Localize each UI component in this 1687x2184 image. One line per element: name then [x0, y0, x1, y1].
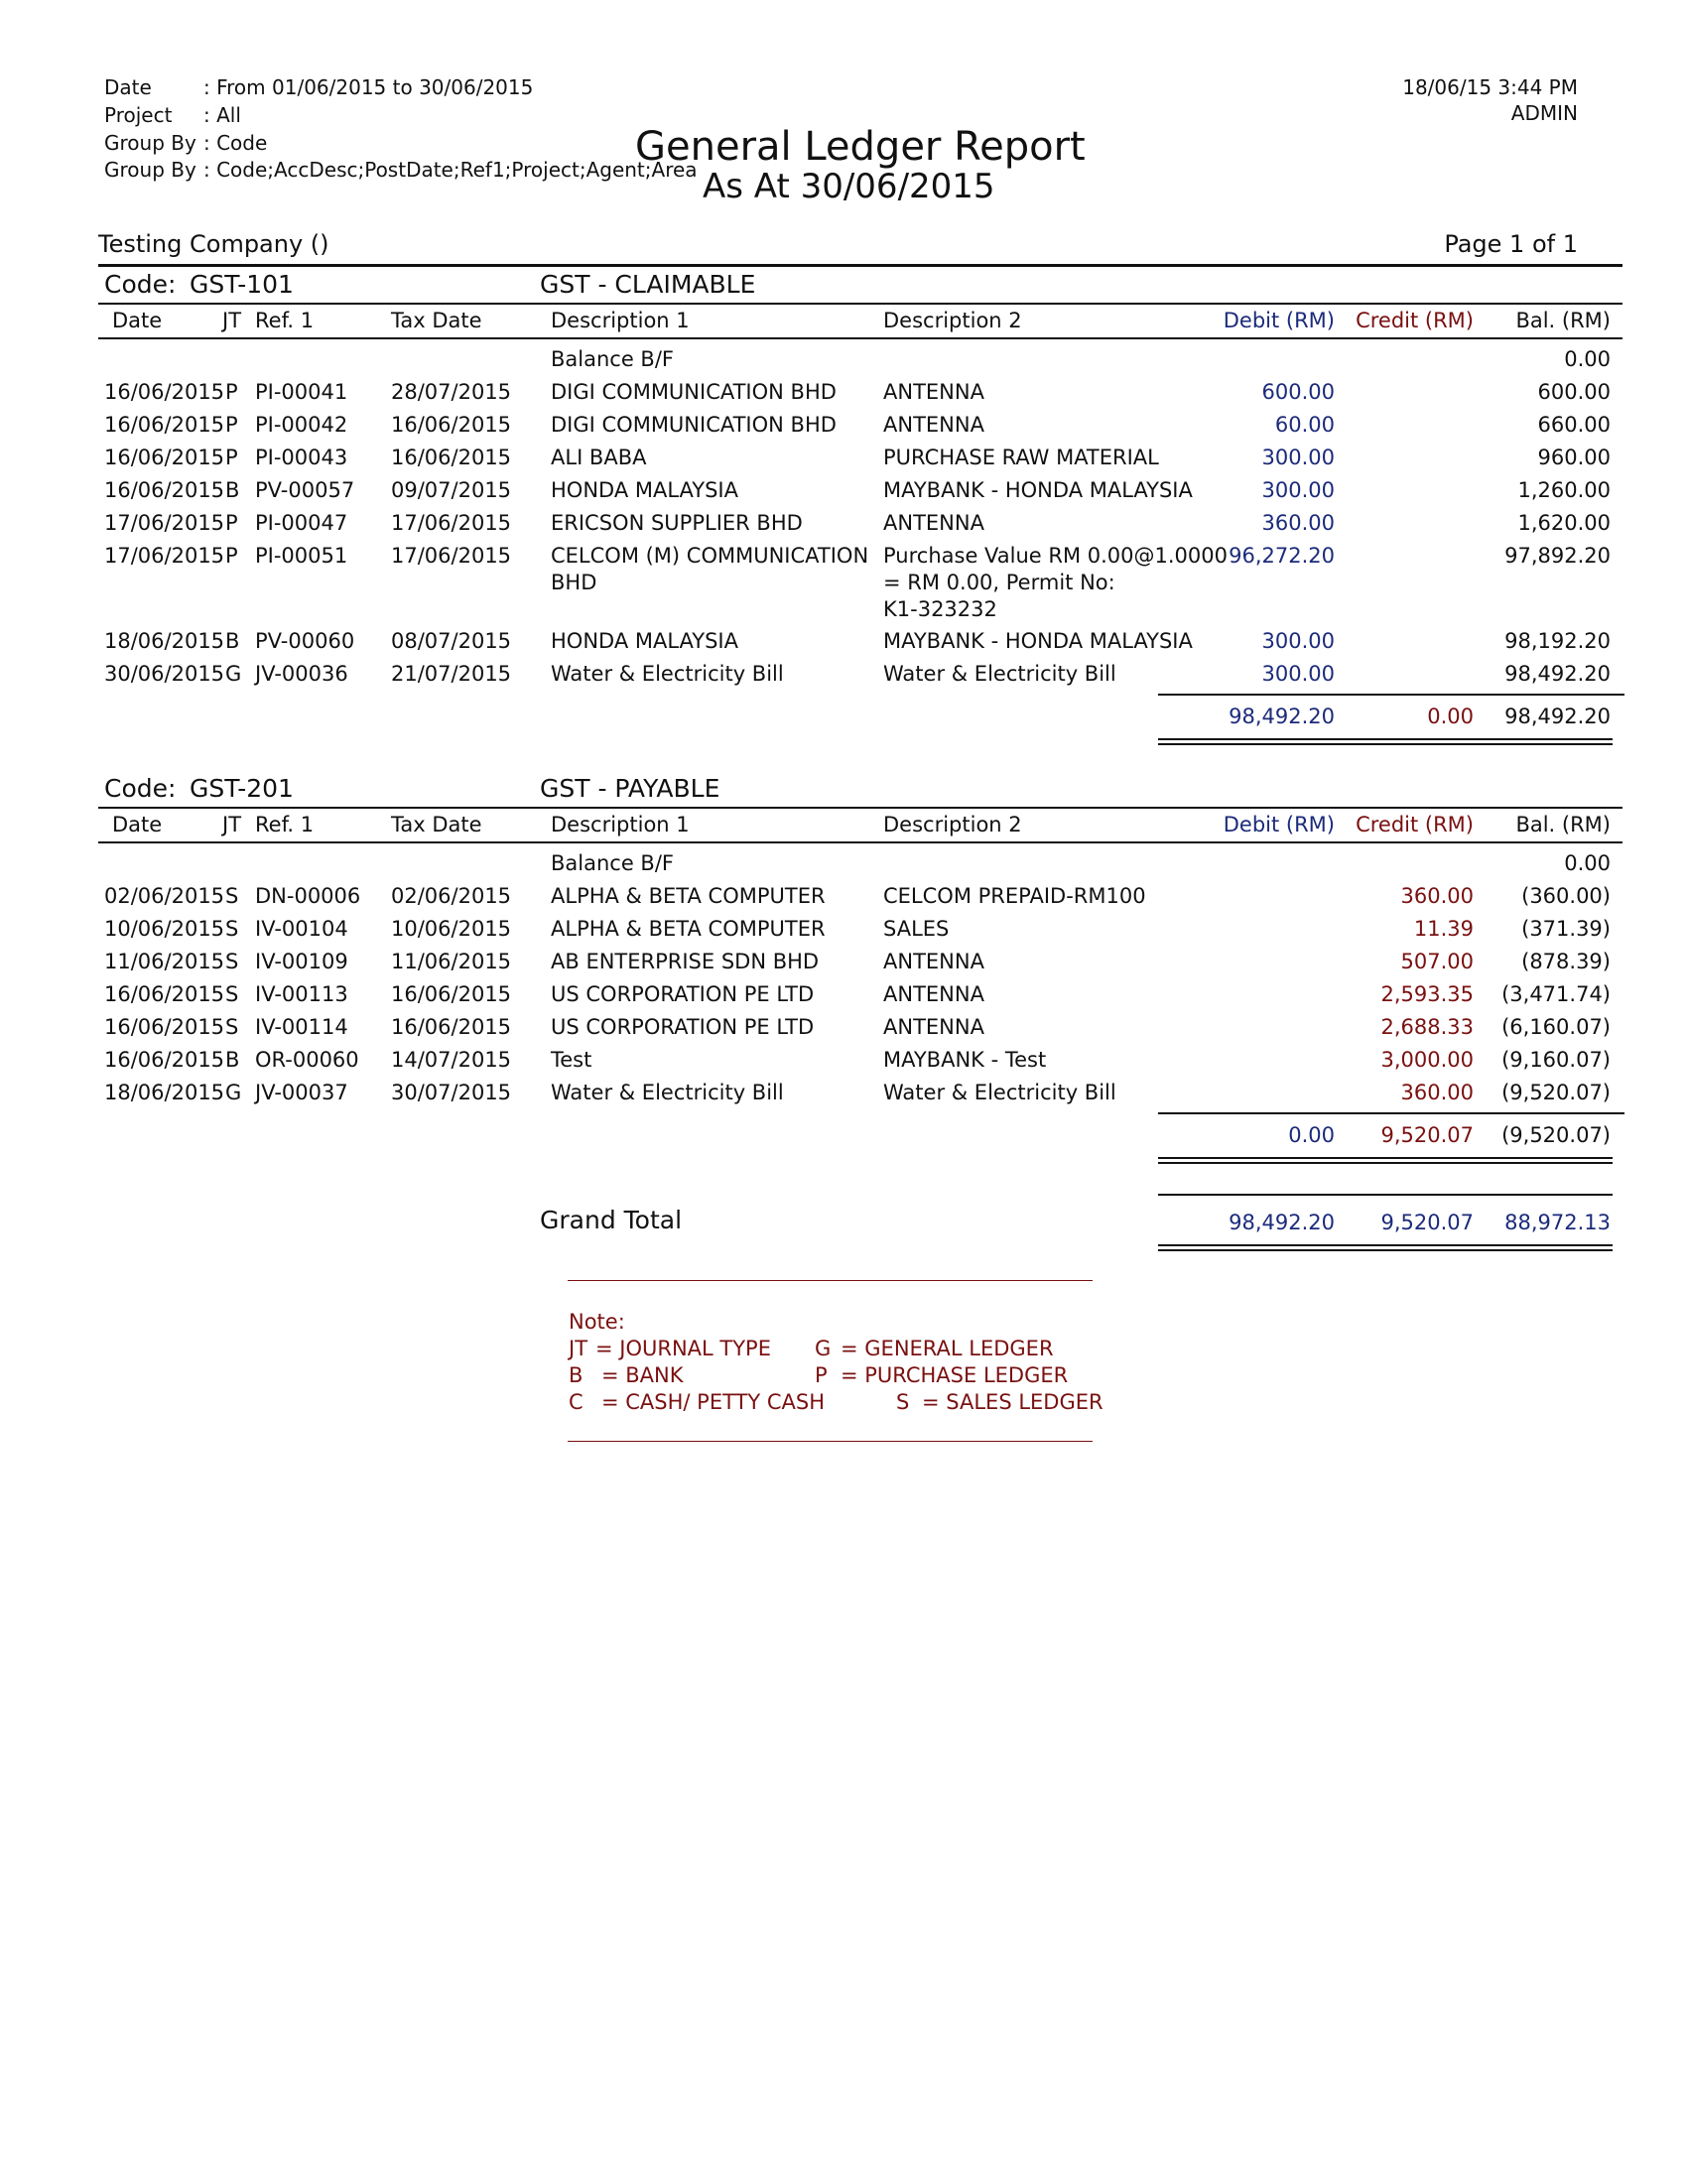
cell-desc1: DIGI COMMUNICATION BHD — [551, 380, 837, 404]
cell-date: 16/06/2015 — [104, 478, 225, 502]
company-name: Testing Company () — [98, 230, 329, 258]
page-indicator: Page 1 of 1 — [1444, 230, 1578, 258]
subtotal-credit: 0.00 — [1427, 705, 1474, 728]
table-row — [99, 544, 1627, 629]
cell-ref: OR-00060 — [255, 1048, 359, 1072]
table-row — [99, 917, 1627, 950]
cell-desc1: ALI BABA — [551, 446, 647, 469]
cell-tax-date: 17/06/2015 — [391, 544, 512, 568]
cell-balance: 1,620.00 — [1517, 511, 1611, 535]
subtotal-rule — [1158, 1112, 1624, 1114]
cell-jt: P — [225, 511, 238, 535]
cell-desc2: ANTENNA — [883, 380, 984, 404]
table-row — [99, 380, 1627, 413]
cell-ref: IV-00109 — [255, 950, 348, 973]
cell-desc2: ANTENNA — [883, 982, 984, 1006]
cell-tax-date: 16/06/2015 — [391, 446, 512, 469]
cell-tax-date: 30/07/2015 — [391, 1081, 512, 1104]
meta-value-groupby-detail: : Code;AccDesc;PostDate;Ref1;Project;Agent;Area — [203, 158, 698, 182]
balance-bf-value: 0.00 — [1564, 347, 1611, 371]
balance-bf-value: 0.00 — [1564, 851, 1611, 875]
cell-desc2: SALES — [883, 917, 950, 941]
cell-desc2: CELCOM PREPAID-RM100 — [883, 884, 1146, 908]
cell-date: 17/06/2015 — [104, 544, 225, 568]
cell-balance: 98,492.20 — [1504, 662, 1611, 686]
cell-tax-date: 08/07/2015 — [391, 629, 512, 653]
col-ref: Ref. 1 — [255, 813, 315, 836]
col-date: Date — [112, 309, 163, 332]
cell-jt: G — [225, 662, 242, 686]
table-row — [99, 982, 1627, 1015]
cell-tax-date: 16/06/2015 — [391, 1015, 512, 1039]
account-code: GST-201 — [190, 774, 294, 803]
cell-date: 16/06/2015 — [104, 1015, 225, 1039]
cell-date: 11/06/2015 — [104, 950, 225, 973]
table-row — [99, 413, 1627, 446]
double-rule — [1158, 738, 1613, 740]
meta-value-groupby: : Code — [203, 131, 268, 155]
report-user: ADMIN — [1510, 101, 1578, 125]
cell-date: 10/06/2015 — [104, 917, 225, 941]
double-rule — [1158, 1157, 1613, 1159]
double-rule — [1158, 743, 1613, 745]
meta-label-date: Date — [104, 75, 152, 99]
legend-code-p: P — [815, 1363, 828, 1387]
col-tax-date: Tax Date — [391, 813, 482, 836]
table-row — [99, 446, 1627, 478]
balance-bf-label: Balance B/F — [551, 851, 674, 875]
cell-desc1: AB ENTERPRISE SDN BHD — [551, 950, 820, 973]
cell-desc2-wrap: = RM 0.00, Permit No: — [883, 571, 1115, 594]
meta-label-project: Project — [104, 103, 173, 127]
cell-desc2: MAYBANK - Test — [883, 1048, 1047, 1072]
cell-ref: IV-00113 — [255, 982, 348, 1006]
cell-desc1-wrap: BHD — [551, 571, 597, 594]
code-label: Code: — [104, 270, 177, 299]
cell-balance: (9,520.07) — [1501, 1081, 1611, 1104]
cell-desc1: US CORPORATION PE LTD — [551, 1015, 815, 1039]
legend-desc-p: = PURCHASE LEDGER — [841, 1363, 1069, 1387]
cell-ref: PI-00041 — [255, 380, 348, 404]
balance-bf-label: Balance B/F — [551, 347, 674, 371]
legend-code-jt: JT — [569, 1337, 588, 1360]
section-rule — [98, 303, 1622, 305]
cell-balance: 1,260.00 — [1517, 478, 1611, 502]
cell-desc1: HONDA MALAYSIA — [551, 629, 738, 653]
cell-ref: PV-00057 — [255, 478, 355, 502]
cell-date: 16/06/2015 — [104, 380, 225, 404]
cell-desc2: Water & Electricity Bill — [883, 662, 1116, 686]
table-row — [99, 662, 1627, 695]
cell-ref: PI-00047 — [255, 511, 348, 535]
subtotal-rule — [1158, 694, 1624, 696]
cell-credit: 3,000.00 — [1380, 1048, 1474, 1072]
cell-debit: 600.00 — [1261, 380, 1335, 404]
cell-balance: (3,471.74) — [1501, 982, 1611, 1006]
legend-desc-g: = GENERAL LEDGER — [841, 1337, 1054, 1360]
cell-tax-date: 14/07/2015 — [391, 1048, 512, 1072]
double-rule — [1158, 1244, 1613, 1246]
cell-debit: 300.00 — [1261, 478, 1335, 502]
cell-jt: P — [225, 446, 238, 469]
col-tax-date: Tax Date — [391, 309, 482, 332]
legend-desc-c: = CASH/ PETTY CASH — [601, 1390, 826, 1414]
cell-tax-date: 11/06/2015 — [391, 950, 512, 973]
cell-desc1: ALPHA & BETA COMPUTER — [551, 884, 826, 908]
report-title: General Ledger Report — [635, 124, 1086, 170]
cell-jt: S — [225, 917, 239, 941]
cell-tax-date: 21/07/2015 — [391, 662, 512, 686]
cell-credit: 360.00 — [1400, 884, 1474, 908]
cell-balance: 98,192.20 — [1504, 629, 1611, 653]
cell-balance: 660.00 — [1537, 413, 1611, 437]
balance-bf-row — [99, 851, 1627, 884]
cell-date: 16/06/2015 — [104, 446, 225, 469]
meta-label-groupby: Group By — [104, 131, 196, 155]
legend-desc-jt: = JOURNAL TYPE — [595, 1337, 771, 1360]
meta-label-groupby-detail: Group By — [104, 158, 196, 182]
cell-tax-date: 10/06/2015 — [391, 917, 512, 941]
grand-total-credit: 9,520.07 — [1380, 1211, 1474, 1234]
cell-jt: B — [225, 1048, 240, 1072]
cell-balance: 960.00 — [1537, 446, 1611, 469]
cell-date: 02/06/2015 — [104, 884, 225, 908]
meta-value-date: : From 01/06/2015 to 30/06/2015 — [203, 75, 534, 99]
subtotal-balance: 98,492.20 — [1504, 705, 1611, 728]
col-date: Date — [112, 813, 163, 836]
note-title: Note: — [569, 1310, 625, 1334]
legend-code-s: S — [896, 1390, 910, 1414]
cell-date: 16/06/2015 — [104, 1048, 225, 1072]
cell-desc1: ERICSON SUPPLIER BHD — [551, 511, 803, 535]
cell-desc2: Water & Electricity Bill — [883, 1081, 1116, 1104]
cell-debit: 300.00 — [1261, 629, 1335, 653]
cell-desc2: ANTENNA — [883, 413, 984, 437]
legend-code-g: G — [815, 1337, 832, 1360]
meta-value-project: : All — [203, 103, 241, 127]
cell-date: 17/06/2015 — [104, 511, 225, 535]
cell-desc1: US CORPORATION PE LTD — [551, 982, 815, 1006]
column-header-rule — [98, 337, 1622, 339]
cell-ref: IV-00114 — [255, 1015, 348, 1039]
legend-code-b: B — [569, 1363, 584, 1387]
code-label: Code: — [104, 774, 177, 803]
account-code: GST-101 — [190, 270, 294, 299]
cell-jt: S — [225, 950, 239, 973]
cell-balance: (878.39) — [1521, 950, 1611, 973]
col-jt: JT — [222, 309, 242, 332]
cell-tax-date: 16/06/2015 — [391, 413, 512, 437]
cell-balance: (360.00) — [1521, 884, 1611, 908]
cell-desc2: ANTENNA — [883, 950, 984, 973]
cell-date: 16/06/2015 — [104, 982, 225, 1006]
cell-desc2: Purchase Value RM 0.00@1.0000 — [883, 544, 1229, 568]
cell-ref: PI-00042 — [255, 413, 348, 437]
subtotal-debit: 0.00 — [1288, 1123, 1335, 1147]
cell-date: 18/06/2015 — [104, 629, 225, 653]
table-row — [99, 884, 1627, 917]
col-desc1: Description 1 — [551, 309, 690, 332]
cell-desc1: Test — [551, 1048, 592, 1072]
report-timestamp: 18/06/15 3:44 PM — [1402, 75, 1578, 99]
grand-total-debit: 98,492.20 — [1229, 1211, 1335, 1234]
cell-credit: 360.00 — [1400, 1081, 1474, 1104]
cell-balance: 97,892.20 — [1504, 544, 1611, 568]
cell-credit: 11.39 — [1413, 917, 1474, 941]
cell-jt: P — [225, 544, 238, 568]
cell-jt: B — [225, 478, 240, 502]
cell-jt: S — [225, 1015, 239, 1039]
grand-total-row — [99, 1211, 1627, 1243]
cell-debit: 300.00 — [1261, 662, 1335, 686]
col-credit: Credit (RM) — [1356, 813, 1474, 836]
legend-code-c: C — [569, 1390, 584, 1414]
col-desc2: Description 2 — [883, 309, 1022, 332]
report-subtitle: As At 30/06/2015 — [703, 167, 995, 206]
cell-balance: (371.39) — [1521, 917, 1611, 941]
col-credit: Credit (RM) — [1356, 309, 1474, 332]
cell-desc1: CELCOM (M) COMMUNICATION — [551, 544, 869, 568]
cell-jt: B — [225, 629, 240, 653]
cell-tax-date: 02/06/2015 — [391, 884, 512, 908]
cell-ref: PV-00060 — [255, 629, 355, 653]
cell-desc1: Water & Electricity Bill — [551, 662, 784, 686]
double-rule — [1158, 1162, 1613, 1164]
col-jt: JT — [222, 813, 242, 836]
legend-desc-b: = BANK — [601, 1363, 684, 1387]
col-balance: Bal. (RM) — [1515, 309, 1611, 332]
cell-desc2: ANTENNA — [883, 1015, 984, 1039]
cell-debit: 60.00 — [1274, 413, 1335, 437]
cell-desc1: HONDA MALAYSIA — [551, 478, 738, 502]
col-ref: Ref. 1 — [255, 309, 315, 332]
cell-jt: S — [225, 982, 239, 1006]
cell-desc2: PURCHASE RAW MATERIAL — [883, 446, 1159, 469]
column-header-rule — [98, 841, 1622, 843]
balance-bf-row — [99, 347, 1627, 380]
grand-total-balance: 88,972.13 — [1504, 1211, 1611, 1234]
cell-desc1: DIGI COMMUNICATION BHD — [551, 413, 837, 437]
cell-ref: DN-00006 — [255, 884, 361, 908]
cell-ref: JV-00036 — [255, 662, 348, 686]
cell-jt: P — [225, 380, 238, 404]
cell-credit: 2,688.33 — [1380, 1015, 1474, 1039]
cell-tax-date: 16/06/2015 — [391, 982, 512, 1006]
note-top-rule — [568, 1280, 1093, 1281]
double-rule — [1158, 1249, 1613, 1251]
cell-tax-date: 28/07/2015 — [391, 380, 512, 404]
col-debit: Debit (RM) — [1223, 813, 1335, 836]
col-desc1: Description 1 — [551, 813, 690, 836]
cell-desc2: MAYBANK - HONDA MALAYSIA — [883, 629, 1193, 653]
cell-jt: G — [225, 1081, 242, 1104]
col-balance: Bal. (RM) — [1515, 813, 1611, 836]
cell-date: 18/06/2015 — [104, 1081, 225, 1104]
table-row — [99, 1081, 1627, 1113]
subtotal-credit: 9,520.07 — [1380, 1123, 1474, 1147]
account-name: GST - CLAIMABLE — [540, 270, 756, 299]
cell-tax-date: 09/07/2015 — [391, 478, 512, 502]
cell-credit: 2,593.35 — [1380, 982, 1474, 1006]
cell-debit: 360.00 — [1261, 511, 1335, 535]
cell-date: 30/06/2015 — [104, 662, 225, 686]
section-rule — [98, 807, 1622, 809]
subtotal-row — [99, 1123, 1627, 1156]
cell-date: 16/06/2015 — [104, 413, 225, 437]
grand-total-rule — [1158, 1194, 1613, 1196]
subtotal-debit: 98,492.20 — [1229, 705, 1335, 728]
cell-ref: JV-00037 — [255, 1081, 348, 1104]
cell-jt: S — [225, 884, 239, 908]
account-name: GST - PAYABLE — [540, 774, 720, 803]
note-bottom-rule — [568, 1441, 1093, 1442]
cell-credit: 507.00 — [1400, 950, 1474, 973]
cell-ref: PI-00051 — [255, 544, 348, 568]
grand-total-label: Grand Total — [540, 1206, 683, 1234]
col-desc2: Description 2 — [883, 813, 1022, 836]
table-row — [99, 1015, 1627, 1048]
header-rule — [98, 264, 1622, 267]
subtotal-row — [99, 705, 1627, 737]
table-row — [99, 629, 1627, 662]
cell-balance: 600.00 — [1537, 380, 1611, 404]
cell-desc2: MAYBANK - HONDA MALAYSIA — [883, 478, 1193, 502]
legend-desc-s: = SALES LEDGER — [922, 1390, 1103, 1414]
cell-desc1: Water & Electricity Bill — [551, 1081, 784, 1104]
cell-debit: 300.00 — [1261, 446, 1335, 469]
col-debit: Debit (RM) — [1223, 309, 1335, 332]
cell-jt: P — [225, 413, 238, 437]
cell-desc1: ALPHA & BETA COMPUTER — [551, 917, 826, 941]
cell-desc2-wrap: K1-323232 — [883, 597, 997, 621]
cell-balance: (6,160.07) — [1501, 1015, 1611, 1039]
cell-desc2: ANTENNA — [883, 511, 984, 535]
table-row — [99, 478, 1627, 511]
subtotal-balance: (9,520.07) — [1501, 1123, 1611, 1147]
cell-ref: PI-00043 — [255, 446, 348, 469]
cell-debit: 96,272.20 — [1229, 544, 1335, 568]
cell-balance: (9,160.07) — [1501, 1048, 1611, 1072]
table-row — [99, 950, 1627, 982]
table-row — [99, 511, 1627, 544]
cell-tax-date: 17/06/2015 — [391, 511, 512, 535]
table-row — [99, 1048, 1627, 1081]
cell-ref: IV-00104 — [255, 917, 348, 941]
